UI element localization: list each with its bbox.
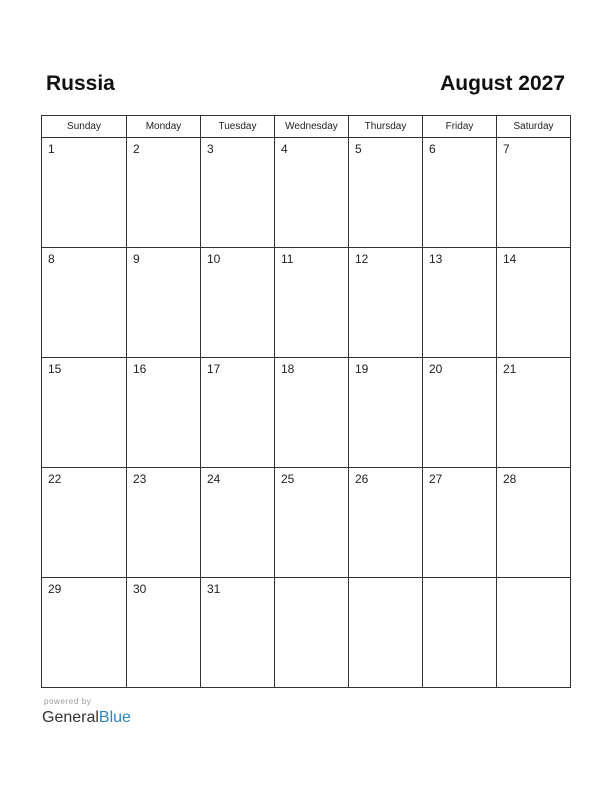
day-cell	[127, 358, 201, 468]
day-cell	[275, 248, 349, 358]
weekday-header: Monday	[127, 116, 201, 138]
day-cell	[349, 578, 423, 688]
day-cell	[42, 248, 127, 358]
brand-general-text: General	[42, 709, 99, 726]
day-cell	[423, 578, 497, 688]
day-cell	[497, 578, 571, 688]
weekday-header-row	[42, 116, 571, 138]
weekday-header: Tuesday	[201, 116, 275, 138]
day-number	[497, 578, 570, 582]
day-number: 26	[355, 472, 369, 486]
day-cell	[423, 358, 497, 468]
day-number: 2	[133, 142, 140, 156]
weekday-header: Sunday	[42, 116, 127, 138]
day-cell	[423, 468, 497, 578]
day-number	[423, 578, 496, 582]
day-number: 1	[48, 142, 55, 156]
day-cell	[349, 138, 423, 248]
brand-blue-text: Blue	[98, 709, 131, 726]
day-number: 6	[429, 142, 436, 156]
day-number: 18	[281, 362, 295, 376]
week-row	[42, 138, 571, 248]
generalblue-logo[interactable]	[42, 708, 131, 728]
day-cell	[201, 358, 275, 468]
day-cell	[127, 578, 201, 688]
day-number: 25	[281, 472, 295, 486]
day-cell	[349, 358, 423, 468]
month-year-title: August 2027	[440, 72, 565, 95]
day-number: 30	[133, 582, 147, 596]
day-cell	[423, 138, 497, 248]
day-number: 31	[207, 582, 221, 596]
week-row	[42, 248, 571, 358]
day-cell	[497, 468, 571, 578]
day-number: 22	[48, 472, 62, 486]
country-title: Russia	[46, 72, 115, 95]
day-cell	[275, 468, 349, 578]
day-cell	[497, 248, 571, 358]
weekday-header: Wednesday	[275, 116, 349, 138]
day-number: 14	[503, 252, 517, 266]
day-number: 23	[133, 472, 147, 486]
day-number: 28	[503, 472, 517, 486]
day-cell	[497, 138, 571, 248]
day-number: 11	[281, 252, 294, 266]
day-cell	[275, 138, 349, 248]
day-cell	[201, 138, 275, 248]
day-cell	[201, 468, 275, 578]
day-number	[349, 578, 422, 582]
day-number: 5	[355, 142, 362, 156]
day-cell	[497, 358, 571, 468]
day-number: 17	[207, 362, 221, 376]
day-cell	[275, 358, 349, 468]
week-row	[42, 578, 571, 688]
day-cell	[127, 468, 201, 578]
calendar-grid	[41, 115, 571, 688]
day-number: 27	[429, 472, 443, 486]
day-number: 19	[355, 362, 369, 376]
day-cell	[42, 358, 127, 468]
day-cell	[127, 248, 201, 358]
weekday-header: Thursday	[349, 116, 423, 138]
day-cell	[127, 138, 201, 248]
day-cell	[42, 468, 127, 578]
day-number: 15	[48, 362, 62, 376]
weekday-header: Friday	[423, 116, 497, 138]
day-number: 13	[429, 252, 443, 266]
weekday-header: Saturday	[497, 116, 571, 138]
day-cell	[349, 248, 423, 358]
day-cell	[349, 468, 423, 578]
day-number: 4	[281, 142, 288, 156]
day-cell	[42, 138, 127, 248]
day-number: 7	[503, 142, 510, 156]
day-number: 8	[48, 252, 55, 266]
day-number	[275, 578, 348, 582]
day-number: 29	[48, 582, 62, 596]
day-number: 9	[133, 252, 140, 266]
day-cell	[42, 578, 127, 688]
day-number: 3	[207, 142, 214, 156]
day-number: 20	[429, 362, 443, 376]
powered-by-label: powered by	[44, 697, 92, 706]
day-cell	[275, 578, 349, 688]
day-number: 21	[503, 362, 517, 376]
day-cell	[201, 248, 275, 358]
week-row	[42, 468, 571, 578]
week-row	[42, 358, 571, 468]
day-cell	[423, 248, 497, 358]
day-number: 10	[207, 252, 221, 266]
day-cell	[201, 578, 275, 688]
day-number: 12	[355, 252, 369, 266]
day-number: 16	[133, 362, 147, 376]
day-number: 24	[207, 472, 221, 486]
